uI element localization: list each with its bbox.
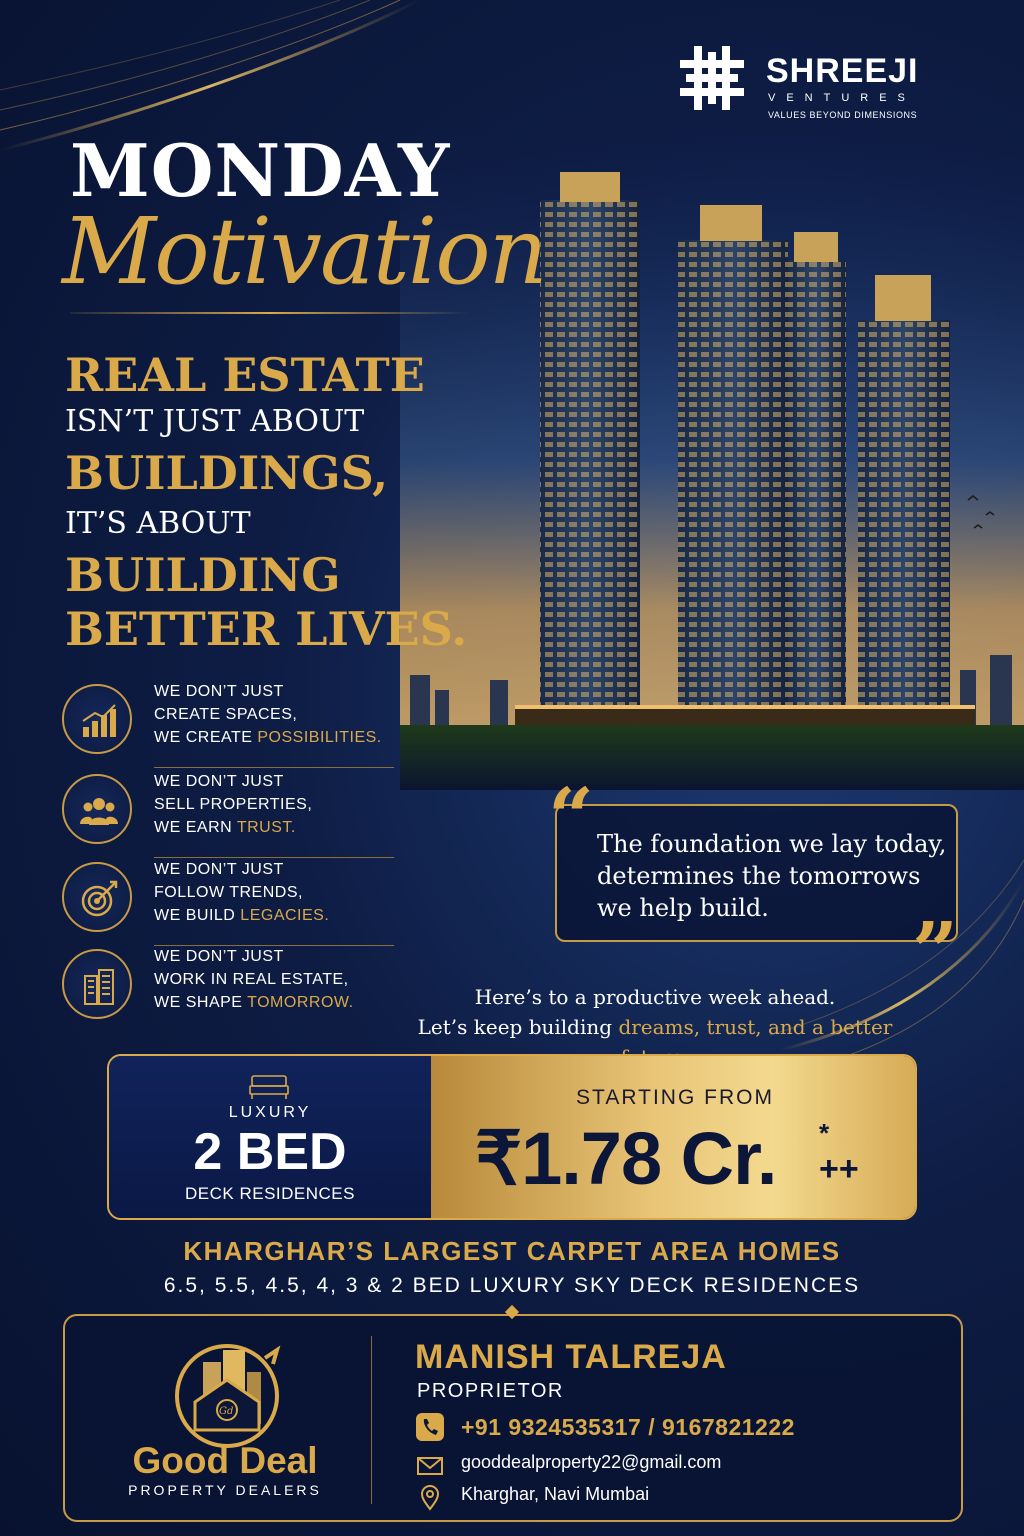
headline-better-lives: BETTER LIVES. <box>65 602 468 656</box>
proprietor-role: PROPRIETOR <box>417 1380 564 1402</box>
feature-item <box>62 858 394 938</box>
configurations-text: 6.5, 5.5, 4.5, 4, 3 & 2 BED LUXURY SKY DECK RESIDENCES <box>163 1274 861 1297</box>
offer-price-panel <box>431 1056 917 1220</box>
offer-bed-panel <box>109 1056 431 1220</box>
luxury-label: LUXURY <box>228 1104 312 1121</box>
headline-buildings: BUILDINGS, <box>65 446 389 500</box>
feature-text: WE DON’T JUST SELL PROPERTIES, WE EARN TRUST. <box>154 773 313 836</box>
dealer-sub: PROPERTY DEALERS <box>128 1482 322 1498</box>
people-group-icon <box>79 791 119 831</box>
brand-sub: VENTURES <box>768 92 916 104</box>
offer-box <box>107 1054 917 1220</box>
title-monday: MONDAY <box>70 128 451 213</box>
headline-isnt-just: ISN’T JUST ABOUT <box>65 404 365 439</box>
feature-item <box>62 945 394 1025</box>
gd-monogram: Gd <box>219 1406 234 1417</box>
deck-residences-label: DECK RESIDENCES <box>185 1184 355 1203</box>
mail-icon <box>415 1450 445 1480</box>
quote-box <box>555 804 958 942</box>
price-value: ₹1.78 Cr. <box>475 1117 777 1200</box>
feature-text: WE DON’T JUST CREATE SPACES, WE CREATE POSSIBILITIES. <box>154 683 382 746</box>
quote-text: The foundation we lay today, determines the tomorrows we help build. <box>597 830 947 922</box>
feature-divider <box>154 767 394 768</box>
headline-its-about: IT’S ABOUT <box>65 506 251 541</box>
title-underline <box>70 312 470 314</box>
target-icon <box>79 879 119 919</box>
dealer-name: Good Deal <box>132 1440 318 1481</box>
feature-item <box>62 770 394 850</box>
title-motivation: Motivation <box>62 198 546 305</box>
feature-item <box>62 680 394 760</box>
open-quote-icon: “ <box>548 770 595 864</box>
price-asterisk: * <box>819 1118 830 1148</box>
shreeji-logo <box>680 44 970 124</box>
headline-building: BUILDING <box>65 548 341 602</box>
feature-text: WE DON’T JUST FOLLOW TRENDS, WE BUILD LEGACIES. <box>154 861 330 924</box>
largest-homes-heading: KHARGHAR’S LARGEST CARPET AREA HOMES <box>183 1236 841 1266</box>
brand-tagline: VALUES BEYOND DIMENSIONS <box>768 110 918 120</box>
feature-icon-circle <box>62 949 132 1019</box>
price-plus: ++ <box>819 1150 859 1188</box>
bed-count: 2 BED <box>193 1123 347 1181</box>
address-text: Kharghar, Navi Mumbai <box>461 1484 650 1504</box>
brand-name: SHREEJI <box>766 52 919 90</box>
dealer-contact-box <box>63 1314 963 1522</box>
close-quote-icon: ” <box>912 904 959 998</box>
shreeji-hash-icon <box>680 46 744 110</box>
feature-text: WE DON’T JUST WORK IN REAL ESTATE, WE SHAPE TOMORROW. <box>154 948 354 1011</box>
contact-divider <box>371 1336 372 1504</box>
feature-icon-circle <box>62 774 132 844</box>
starting-from-label: STARTING FROM <box>576 1086 774 1109</box>
week-message: Here’s to a productive week ahead. Let’s keep building dreams, trust, and a better <box>417 985 893 1039</box>
feature-icon-circle <box>62 862 132 932</box>
feature-icon-circle <box>62 684 132 754</box>
buildings-icon <box>79 966 119 1006</box>
proprietor-name: MANISH TALREJA <box>415 1338 727 1376</box>
headline-real-estate: REAL ESTATE <box>65 348 425 402</box>
bed-icon <box>249 1074 289 1100</box>
growth-chart-icon <box>79 701 119 741</box>
phone-number[interactable]: +91 9324535317 / 9167821222 <box>461 1414 795 1440</box>
good-deal-logo-icon <box>165 1332 295 1452</box>
email-address[interactable]: gooddealproperty22@gmail.com <box>461 1452 722 1472</box>
location-pin-icon <box>415 1482 445 1512</box>
phone-icon <box>415 1412 445 1442</box>
